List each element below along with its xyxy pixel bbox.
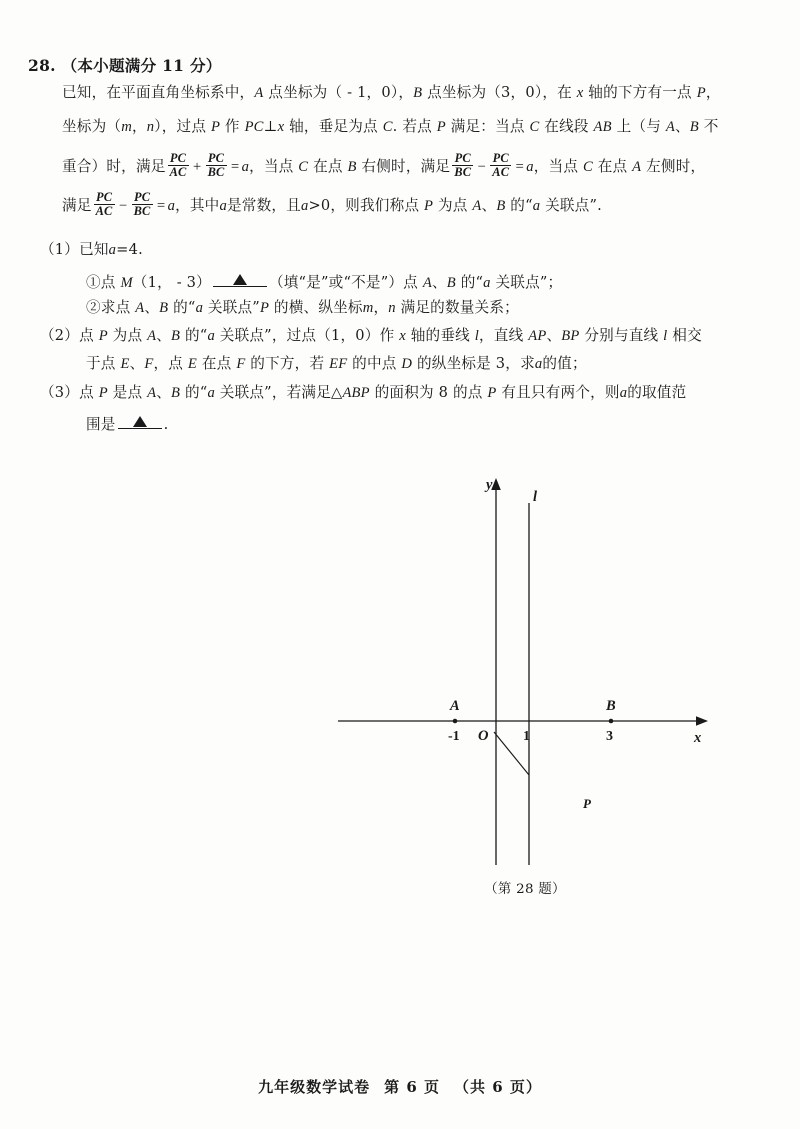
math-var-a: a bbox=[532, 197, 541, 214]
question-header bbox=[28, 54, 222, 76]
part-text: =4. bbox=[116, 241, 143, 258]
footer-exam-title: 九年级数学试卷 bbox=[258, 1078, 371, 1096]
point-P-label: P bbox=[583, 796, 591, 811]
part-text: 有且只有两个，则 bbox=[496, 384, 620, 401]
math-var-B: B bbox=[446, 275, 456, 291]
part-text: 分别与直线 bbox=[579, 327, 664, 344]
math-var-a: a bbox=[526, 158, 534, 175]
footer-page-label: 第 6 页 bbox=[384, 1078, 440, 1096]
figure-caption: （第 28 题） bbox=[484, 882, 566, 897]
math-var-A: A bbox=[422, 275, 432, 291]
part-3-label bbox=[40, 386, 686, 401]
coordinate-plane-svg bbox=[330, 470, 720, 870]
stem-text: 不 bbox=[698, 118, 719, 135]
part-text: 在点 bbox=[197, 355, 237, 372]
stem-text: 关联点”. bbox=[540, 196, 602, 214]
item-text: 的横、纵坐标 bbox=[269, 299, 363, 316]
fraction-pc-bc bbox=[206, 152, 227, 180]
part-text: 的中点 bbox=[347, 355, 402, 372]
fraction-denominator: AC bbox=[169, 165, 187, 180]
stem-text: 在点 bbox=[308, 157, 348, 175]
stem-text: ， bbox=[705, 84, 721, 101]
fraction-pc-bc-3 bbox=[132, 191, 153, 219]
math-var-P: P bbox=[259, 300, 270, 316]
math-var-P: P bbox=[436, 119, 446, 135]
stem-text: 满足：当点 bbox=[445, 118, 530, 135]
item-text: ②求点 bbox=[86, 299, 136, 316]
math-var-B: B bbox=[413, 85, 423, 101]
item-text: 、 bbox=[144, 299, 160, 316]
part-text: 的值； bbox=[542, 355, 587, 372]
math-seg-EF: EF bbox=[329, 356, 348, 372]
item-text: ， bbox=[373, 299, 389, 316]
math-var-B: B bbox=[347, 158, 357, 175]
triangle-icon bbox=[233, 274, 247, 285]
math-var-A: A bbox=[147, 385, 157, 401]
fraction-pc-bc-2 bbox=[452, 152, 473, 180]
math-var-A: A bbox=[472, 197, 482, 214]
point-A-label: A bbox=[450, 698, 460, 714]
part-text: 、 bbox=[156, 384, 172, 401]
math-var-E: E bbox=[187, 356, 198, 372]
part-1-item-2 bbox=[86, 301, 519, 316]
math-var-A: A bbox=[665, 119, 675, 135]
math-var-B: B bbox=[171, 385, 181, 401]
part-text: 关联点”，过点（1，0）作 bbox=[214, 327, 400, 344]
math-var-P: P bbox=[487, 385, 497, 401]
equals-operator: = bbox=[514, 158, 525, 175]
math-line-BP: BP bbox=[561, 328, 580, 344]
part-text: ，直线 bbox=[479, 327, 529, 344]
stem-line-2 bbox=[62, 120, 719, 135]
math-var-B: B bbox=[496, 197, 506, 214]
math-var-x: x bbox=[399, 328, 406, 344]
stem-text: 是常数，且 bbox=[226, 196, 301, 214]
minus-operator: − bbox=[476, 158, 487, 175]
fraction-numerator: PC bbox=[454, 151, 471, 165]
stem-line-1 bbox=[62, 86, 721, 101]
answer-blank-2[interactable] bbox=[118, 414, 162, 429]
part-text: 的“ bbox=[180, 327, 208, 344]
line-l-label: l bbox=[533, 489, 538, 505]
math-var-a: a bbox=[167, 197, 176, 214]
math-var-A: A bbox=[135, 300, 145, 316]
answer-blank-1[interactable] bbox=[213, 272, 267, 287]
part-text: 、 bbox=[156, 327, 172, 344]
part-text: 围是 bbox=[86, 416, 116, 433]
part-text: 、 bbox=[129, 355, 145, 372]
math-triangle-ABP: ABP bbox=[342, 385, 370, 401]
math-var-C: C bbox=[298, 158, 309, 175]
part-text: ，点 bbox=[153, 355, 188, 372]
math-var-x: x bbox=[576, 85, 584, 101]
stem-text: ， bbox=[131, 118, 147, 135]
page-footer bbox=[0, 1076, 800, 1097]
x-axis-label: x bbox=[694, 730, 702, 746]
point-B-label: B bbox=[606, 698, 616, 714]
stem-text: 点坐标为（3，0），在 bbox=[422, 84, 577, 101]
math-var-a: a bbox=[195, 300, 204, 316]
stem-line-4 bbox=[62, 192, 602, 220]
math-var-a: a bbox=[207, 385, 215, 401]
math-var-n: n bbox=[146, 119, 155, 135]
stem-text: 轴的下方有一点 bbox=[583, 84, 697, 101]
perp-symbol: ⊥ bbox=[263, 118, 278, 135]
math-seg-PC: PC bbox=[244, 119, 264, 135]
item-text: （填“是”或“不是”）点 bbox=[268, 274, 423, 291]
stem-line-3 bbox=[62, 153, 705, 181]
math-var-a: a bbox=[483, 275, 491, 291]
part-3-continued bbox=[86, 414, 168, 433]
stem-text: 已知，在平面直角坐标系中， bbox=[62, 84, 255, 101]
item-text: 关联点”； bbox=[490, 274, 563, 291]
math-var-D: D bbox=[401, 356, 413, 372]
math-var-C: C bbox=[382, 119, 393, 135]
fraction-numerator: PC bbox=[169, 151, 187, 165]
math-var-C: C bbox=[582, 158, 593, 175]
point-A-dot bbox=[453, 719, 458, 724]
math-var-a: a bbox=[207, 328, 215, 344]
math-var-l: l bbox=[663, 328, 668, 344]
part-text: 的“ bbox=[180, 384, 208, 401]
math-var-C: C bbox=[529, 119, 540, 135]
point-B-dot bbox=[609, 719, 614, 724]
stem-text: 点坐标为（ - 1，0）， bbox=[263, 84, 414, 101]
math-var-E: E bbox=[120, 356, 130, 372]
x-axis-arrowhead bbox=[696, 716, 708, 726]
math-var-B: B bbox=[159, 300, 169, 316]
part-text: 的取值范 bbox=[627, 384, 687, 401]
equals-operator: = bbox=[156, 197, 167, 214]
math-var-a: a bbox=[241, 158, 250, 175]
stem-text: 在线段 bbox=[539, 118, 594, 135]
stem-text: 在点 bbox=[592, 157, 633, 175]
fraction-denominator: AC bbox=[95, 204, 113, 219]
part-text: 关联点”，若满足△ bbox=[214, 384, 343, 401]
math-var-m: m bbox=[121, 119, 132, 135]
fraction-numerator: PC bbox=[95, 190, 113, 204]
part-text: 是点 bbox=[107, 384, 148, 401]
math-var-A: A bbox=[254, 85, 264, 101]
stem-text: . 若点 bbox=[392, 118, 437, 135]
math-var-B: B bbox=[689, 119, 699, 135]
math-var-P: P bbox=[98, 385, 108, 401]
stem-text: 上（与 bbox=[611, 118, 666, 135]
part-2-continued bbox=[86, 357, 587, 372]
item-text: 的“ bbox=[455, 274, 484, 291]
part-2-label bbox=[40, 329, 702, 344]
item-text: ①点 bbox=[86, 274, 121, 291]
footer-page-total: （共 6 页） bbox=[454, 1078, 542, 1096]
tick-label-1: 1 bbox=[523, 729, 530, 744]
math-var-A: A bbox=[147, 328, 157, 344]
stem-text: ，当点 bbox=[533, 157, 583, 175]
coordinate-figure bbox=[330, 470, 720, 915]
math-var-F: F bbox=[236, 356, 246, 372]
stem-text: ），过点 bbox=[154, 118, 211, 135]
math-var-P: P bbox=[424, 197, 434, 214]
part-text: 的面积为 8 的点 bbox=[369, 384, 488, 401]
math-var-M: M bbox=[120, 275, 133, 291]
math-var-a: a bbox=[619, 385, 628, 401]
stem-text: 轴，垂足为点 bbox=[284, 118, 383, 135]
fraction-denominator: BC bbox=[133, 204, 151, 219]
math-line-AP: AP bbox=[528, 328, 547, 344]
part-1-label bbox=[40, 243, 143, 258]
part-text: 相交 bbox=[667, 327, 702, 344]
part-text: 的纵坐标是 3，求 bbox=[412, 355, 535, 372]
part-text: 为点 bbox=[107, 327, 148, 344]
stem-text: ，则我们称点 bbox=[330, 196, 424, 214]
triangle-icon bbox=[133, 416, 147, 427]
part-text: （1）已知 bbox=[40, 241, 109, 258]
stem-text: 为点 bbox=[433, 196, 473, 214]
stem-text: 右侧时，满足 bbox=[356, 157, 451, 175]
math-var-x: x bbox=[277, 119, 285, 135]
item-text: 满足的数量关系； bbox=[395, 299, 519, 316]
stem-text: 、 bbox=[481, 196, 497, 214]
math-var-n: n bbox=[388, 300, 396, 316]
stem-text: ，当点 bbox=[249, 157, 299, 175]
inequality: >0 bbox=[308, 196, 331, 214]
stem-text: 左侧时， bbox=[641, 157, 706, 175]
part-text: 的下方，若 bbox=[245, 355, 330, 372]
math-var-m: m bbox=[362, 300, 374, 316]
part-text: 、 bbox=[546, 327, 562, 344]
fraction-denominator: BC bbox=[454, 165, 472, 180]
fraction-pc-ac-3 bbox=[94, 191, 115, 219]
math-var-a: a bbox=[108, 242, 117, 258]
fraction-denominator: BC bbox=[207, 165, 225, 180]
fraction-pc-ac bbox=[168, 152, 189, 180]
minus-operator: − bbox=[118, 197, 129, 214]
stem-text: 满足 bbox=[62, 196, 92, 214]
part-text: 于点 bbox=[86, 355, 121, 372]
tick-label-3: 3 bbox=[606, 729, 613, 744]
y-axis-label: y bbox=[486, 477, 493, 493]
math-var-B: B bbox=[171, 328, 181, 344]
y-axis-arrowhead bbox=[491, 478, 501, 490]
fraction-numerator: PC bbox=[133, 190, 151, 204]
math-var-a: a bbox=[534, 356, 543, 372]
stem-text: 的“ bbox=[505, 196, 533, 214]
part-text: （3）点 bbox=[40, 384, 99, 401]
part-text: （2）点 bbox=[40, 327, 99, 344]
stem-text: 、 bbox=[674, 118, 690, 135]
math-var-P: P bbox=[696, 85, 706, 101]
equals-operator: = bbox=[230, 158, 241, 175]
origin-label: O bbox=[478, 728, 489, 744]
math-var-P: P bbox=[98, 328, 108, 344]
fraction-numerator: PC bbox=[207, 151, 225, 165]
math-var-l: l bbox=[474, 328, 480, 344]
math-var-F: F bbox=[144, 356, 154, 372]
item-text: 、 bbox=[431, 274, 447, 291]
x-axis-group bbox=[338, 716, 708, 726]
stem-text: 坐标为（ bbox=[62, 118, 122, 135]
stem-text: ，其中 bbox=[175, 196, 220, 214]
question-points: （本小题满分 11 分） bbox=[61, 56, 222, 75]
stem-text: 作 bbox=[220, 118, 245, 135]
fraction-numerator: PC bbox=[492, 151, 509, 165]
stem-text: 重合）时，满足 bbox=[62, 157, 166, 175]
math-var-a: a bbox=[219, 197, 227, 214]
part-text: . bbox=[163, 416, 169, 433]
fraction-pc-ac-2 bbox=[490, 152, 511, 180]
fraction-denominator: AC bbox=[492, 165, 510, 180]
math-var-a: a bbox=[300, 197, 309, 214]
point-coordinate: （1， - 3） bbox=[132, 274, 211, 291]
part-text: 轴的垂线 bbox=[405, 327, 475, 344]
plus-operator: + bbox=[192, 158, 203, 175]
math-var-P: P bbox=[210, 119, 221, 135]
part-1-item-1 bbox=[86, 272, 562, 291]
math-seg-AB: AB bbox=[593, 119, 612, 135]
tick-label-minus1: -1 bbox=[448, 729, 460, 744]
question-number: 28. bbox=[28, 56, 56, 75]
math-var-A: A bbox=[632, 158, 642, 175]
y-axis-group bbox=[491, 478, 501, 865]
item-text: 的“ bbox=[168, 299, 196, 316]
item-text: 关联点” bbox=[203, 299, 260, 316]
